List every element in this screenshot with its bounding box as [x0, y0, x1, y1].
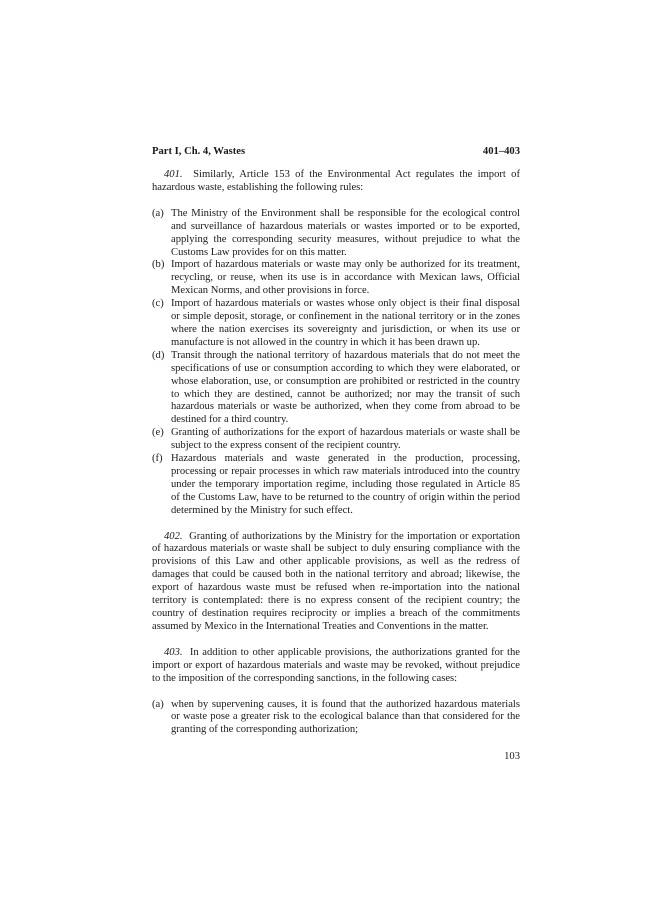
list-item-text: The Ministry of the Environment shall be responsible for the ecological control and surveillance of hazardous materials or wastes imported or to be exported, applying the corresponding security measures, without prejudice to what the Customs Law provides for on this matter.	[171, 207, 520, 258]
list-item	[152, 350, 520, 427]
paragraph-text: In addition to other applicable provisions, the authorizations granted for the import or export of hazardous materials and waste may be revoked, without prejudice to the imposition of the corresponding sanctions, in the following cases:	[152, 646, 521, 684]
list-item-text: when by supervening causes, it is found that the authorized hazardous materials or waste pose a greater risk to the ecological balance than that considered for the granting of the corresponding authorization;	[171, 698, 520, 736]
revocation-cases-list	[152, 699, 520, 738]
list-item-text: Hazardous materials and waste generated in the production, processing, processing or repair processes in which raw materials introduced into the country under the temporary importation regime, including those regulated in Article 85 of the Customs Law, have to be returned to the country of origin within the period determined by the Ministry for such effect.	[171, 453, 520, 516]
list-item	[152, 259, 520, 298]
page-number: 103	[504, 751, 520, 762]
list-item-text: Granting of authorizations for the export of hazardous materials or waste shall be subject to the express consent of the recipient country.	[171, 427, 520, 452]
running-header	[152, 145, 520, 158]
paragraph-402	[152, 531, 520, 634]
list-item	[152, 298, 520, 350]
paragraph-403	[152, 647, 520, 686]
list-item-text: Import of hazardous materials or waste may only be authorized for its treatment, recycling, or reuse, when its use is in accordance with Mexican laws, Official Mexican Norms, and other provisions in force.	[171, 259, 520, 297]
paragraph-number: 401.	[164, 169, 183, 180]
paragraph-number: 403.	[164, 646, 183, 658]
import-rules-list	[152, 208, 520, 518]
list-item-label: (f)	[152, 453, 163, 465]
main-text	[152, 169, 520, 737]
list-item-label: (a)	[152, 207, 164, 219]
list-item-label: (e)	[152, 427, 164, 439]
list-item-text: Transit through the national territory of hazardous materials that do not meet the specifications of use or consumption according to which they were elaborated, or whose elaboration, use, or consumption are prohibited or restricted in the country to which they are destined, cannot be authorized; nor may the transit of such hazardous materials or waste be authorized, when they come from abroad to be destined for a third country.	[171, 349, 520, 426]
paragraph-text: Granting of authorizations by the Ministry for the importation or exportation of hazardous materials or waste shall be subject to duly ensuring compliance with the provisions of this Law and other applicable provisions, as well as the redress of damages that could be caused both in the national territory and abroad; likewise, the export of hazardous waste must be refused when re-importation into the national territory is contemplated: there is no express consent of the recipient country; the country of destination requires reciprocity or implies a breach of the commitments assumed by Mexico in the International Treaties and Conventions in the matter.	[152, 530, 521, 632]
list-item	[152, 427, 520, 453]
list-item-label: (b)	[152, 259, 165, 271]
paragraph-401	[152, 169, 520, 195]
list-item-text: Import of hazardous materials or wastes whose only object is their final disposal or simple deposit, storage, or confinement in the national territory or in the zones where the nation exercises its sovereignty and jurisdiction, or when its use or manufacture is not allowed in the country in which it has been drawn up.	[171, 298, 520, 348]
list-item-label: (a)	[152, 698, 164, 710]
list-item-label: (d)	[152, 349, 165, 361]
list-item	[152, 699, 520, 738]
paragraph-number: 402.	[164, 530, 183, 542]
paragraph-text: Similarly, Article 153 of the Environmental Act regulates the import of hazardous waste, establishing the following rules:	[152, 169, 520, 193]
list-item-label: (c)	[152, 298, 164, 310]
header-paragraph-range: 401–403	[482, 146, 520, 157]
list-item	[152, 208, 520, 260]
header-section-title: Part I, Ch. 4, Wastes	[152, 146, 246, 157]
list-item	[152, 453, 520, 518]
